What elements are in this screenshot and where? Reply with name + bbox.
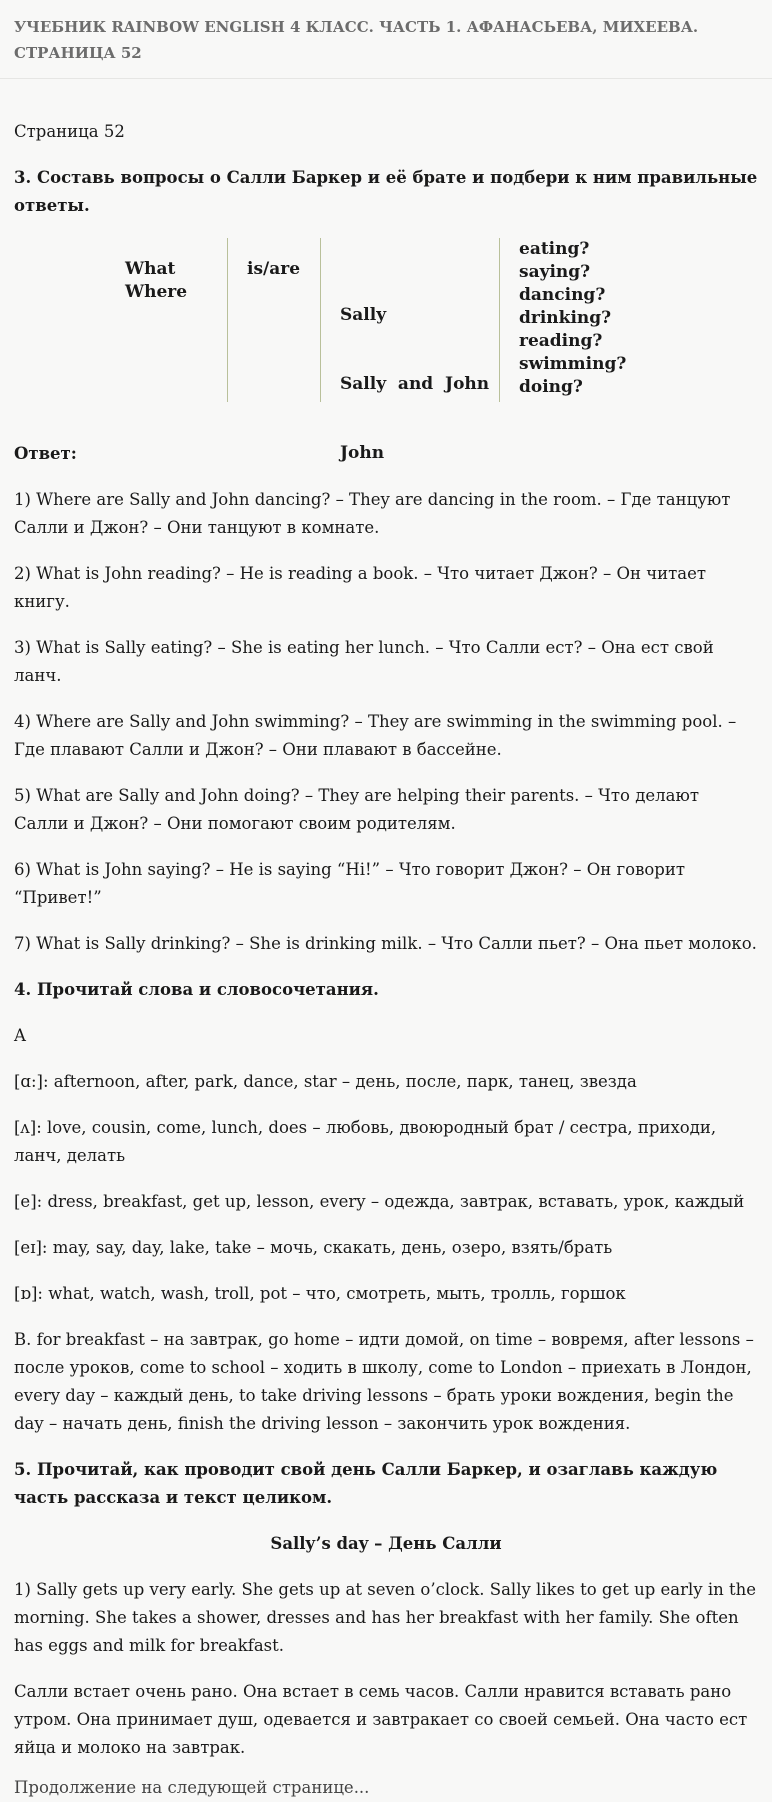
table-divider [227,238,228,402]
story-russian: Салли встает очень рано. Она встает в семь часов. Салли нравится вставать рано утром. Она принимает душ, одевается и завтракает со своей семьей. Она часто ест яйца и молоко на завтрак. [14,1682,748,1757]
answer-label: Ответ: [14,444,77,463]
continue-note: Продолжение на следующей странице... [14,1778,370,1797]
page-label: Страница 52 [14,122,125,141]
phonetic-line: [e]: dress, breakfast, get up, lesson, every – одежда, завтрак, вставать, урок, каждый [14,1192,745,1211]
table-cell: swimming? [519,354,627,374]
table-cell: John [340,443,385,463]
answer-item: 3) What is Sally eating? – She is eating her lunch. – Что Салли ест? – Она ест свой ланч. [14,638,714,685]
answer-item: 4) Where are Sally and John swimming? – They are swimming in the swimming pool. – Где плавают Салли и Джон? – Они плавают в бассейне. [14,712,737,759]
task-4-title: 4. Прочитай слова и словосочетания. [14,980,379,999]
table-cell: Sally and John [340,374,490,394]
table-cell: Where [125,282,188,302]
table-cell: saying? [519,262,591,282]
table-col-verbs-ing [519,238,626,399]
table-col-verb [247,258,300,281]
story-english: 1) Sally gets up very early. She gets up at seven o’clock. Sally likes to get up early in the morning. She takes a shower, dresses and has her breakfast with her family. She often has eggs and milk for breakfast. [14,1580,757,1655]
page-header [0,0,772,79]
answer-item: 2) What is John reading? – He is reading a book. – Что читает Джон? – Он читает книгу. [14,564,706,611]
table-cell: eating? [519,239,590,259]
phonetic-line: [ɒ]: what, watch, wash, troll, pot – что, смотреть, мыть, тролль, горшок [14,1284,626,1303]
story-title: Sally’s day – День Салли [270,1534,502,1553]
section-a-label: A [14,1026,26,1045]
phonetic-line: [eɪ]: may, say, day, lake, take – мочь, скакать, день, озеро, взять/брать [14,1238,613,1257]
table-col-question-words [125,258,187,304]
table-divider [320,238,321,402]
table-col-subjects [340,258,489,511]
article-body [0,118,772,1802]
task-5-title: 5. Прочитай, как проводит свой день Салли Баркер, и озаглавь каждую часть рассказа и текст целиком. [14,1460,718,1507]
phonetic-line: [ɑ:]: afternoon, after, park, dance, star – день, после, парк, танец, звезда [14,1072,637,1091]
table-cell: is/are [247,259,301,279]
page-title: УЧЕБНИК RAINBOW ENGLISH 4 КЛАСС. ЧАСТЬ 1. АФАНАСЬЕВА, МИХЕЕВА. СТРАНИЦА 52 [14,18,699,62]
task-3-title: 3. Составь вопросы о Салли Баркер и её брате и подбери к ним правильные ответы. [14,168,758,215]
section-b-phrases: B. for breakfast – на завтрак, go home – идти домой, on time – вовремя, after lessons – после уроков, come to school – ходить в школу, come to London – приехать в Лондон, every day – каждый день, to take driving lessons – брать уроки вождения, begin the day – начать день, finish the driving lesson – закончить урок вождения. [14,1330,754,1433]
phonetic-line: [ʌ]: love, cousin, come, lunch, does – любовь, двоюродный брат / сестра, приходи, ланч, делать [14,1118,717,1165]
table-divider [499,238,500,402]
table-cell: doing? [519,377,583,397]
answer-item: 7) What is Sally drinking? – She is drinking milk. – Что Салли пьет? – Она пьет молоко. [14,934,757,953]
table-cell: reading? [519,331,603,351]
answer-item: 5) What are Sally and John doing? – They are helping their parents. – Что делают Салли и Джон? – Они помогают своим родителям. [14,786,699,833]
table-cell: What [125,259,176,279]
table-cell: Sally [340,305,387,325]
answer-item: 6) What is John saying? – He is saying “Hi!” – Что говорит Джон? – Он говорит “Привет!” [14,860,685,907]
table-cell: drinking? [519,308,612,328]
answer-item: 1) Where are Sally and John dancing? – They are dancing in the room. – Где танцуют Салли и Джон? – Они танцуют в комнате. [14,490,731,537]
table-cell: dancing? [519,285,606,305]
